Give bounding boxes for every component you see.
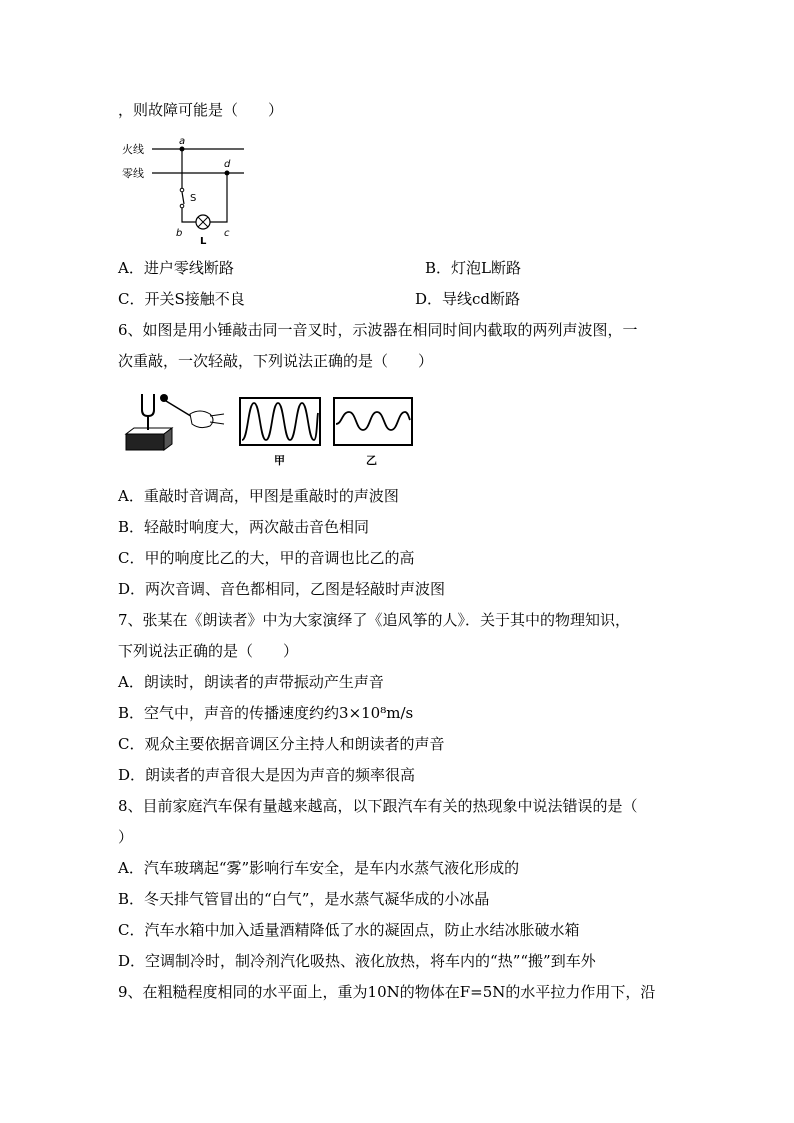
switch-contact-top [180,188,184,192]
live-wire-label: 火线 [122,143,144,156]
q5-option-d: D．导线cd断路 [415,290,521,308]
q5-option-b: B．灯泡L断路 [425,259,521,277]
q5-option-c: C．开关S接触不良 [118,290,245,308]
q6-option-d: D．两次音调、音色都相同，乙图是轻敲时声波图 [118,580,446,598]
q8-option-a: A．汽车玻璃起“雾”影响行车安全，是车内水蒸气液化形成的 [118,859,520,877]
q5-option-a: A．进户零线断路 [118,259,234,277]
q7-option-a: A．朗读时，朗读者的声带振动产生声音 [118,673,384,691]
wire-c-d [210,173,227,222]
q7-stem-line2: 下列说法正确的是（ ） [118,642,299,660]
tuning-fork-figure [120,388,420,468]
switch-contact-bottom [180,204,184,208]
q7-option-d: D．朗读者的声音很大是因为声音的频率很高 [118,766,416,784]
waveform-yi-frame [334,398,412,445]
q7-option-c: C．观众主要依据音调区分主持人和朗读者的声音 [118,735,445,753]
switch-blade [182,192,184,204]
q8-option-c: C．汽车水箱中加入适量酒精降低了水的凝固点，防止水结冰胀破水箱 [118,921,580,939]
lamp-label: L [200,236,207,247]
point-b-label: b [176,228,183,239]
switch-label: S [190,193,197,204]
label-jia: 甲 [274,454,285,467]
point-d-label: d [224,159,231,170]
circuit-diagram-svg [118,133,248,248]
q9-stem-line1: 9、在粗糙程度相同的水平面上，重为10N的物体在F=5N的水平拉力作用下，沿 [118,983,656,1001]
wire-b [182,208,196,222]
hand-icon [190,411,213,428]
point-c-label: c [224,228,230,239]
q5-stem-tail: ，则故障可能是（ ） [118,101,284,119]
label-yi: 乙 [366,454,377,467]
q6-option-a: A．重敲时音调高，甲图是重敲时的声波图 [118,487,399,505]
wood-block [126,434,164,450]
q6-option-c: C．甲的响度比乙的大，甲的音调也比乙的高 [118,549,415,567]
q8-stem-line1: 8、目前家庭汽车保有量越来越高，以下跟汽车有关的热现象中说法错误的是（ [118,797,638,815]
circuit-diagram [118,133,248,248]
point-a-label: a [179,136,186,147]
q7-stem-line1: 7、张某在《朗读者》中为大家演绎了《追风筝的人》．关于其中的物理知识， [118,611,631,629]
q8-stem-line2: ） [118,828,134,846]
tuning-fork-svg [120,388,420,468]
tuning-fork-icon [142,394,154,416]
q6-stem-line2: 次重敲，一次轻敲，下列说法正确的是（ ） [118,352,434,370]
q6-stem-line1: 6、如图是用小锤敲击同一音叉时，示波器在相同时间内截取的两列声波图，一 [118,321,638,339]
q6-option-b: B．轻敲时响度大，两次敲击音色相同 [118,518,370,536]
q8-option-d: D．空调制冷时，制冷剂汽化吸热、液化放热，将车内的“热”“搬”到车外 [118,952,596,970]
neutral-wire-label: 零线 [122,167,144,180]
q8-option-b: B．冬天排气管冒出的“白气”，是水蒸气凝华成的小冰晶 [118,890,490,908]
q7-option-b: B．空气中，声音的传播速度约约3×10⁸m/s [118,704,414,722]
